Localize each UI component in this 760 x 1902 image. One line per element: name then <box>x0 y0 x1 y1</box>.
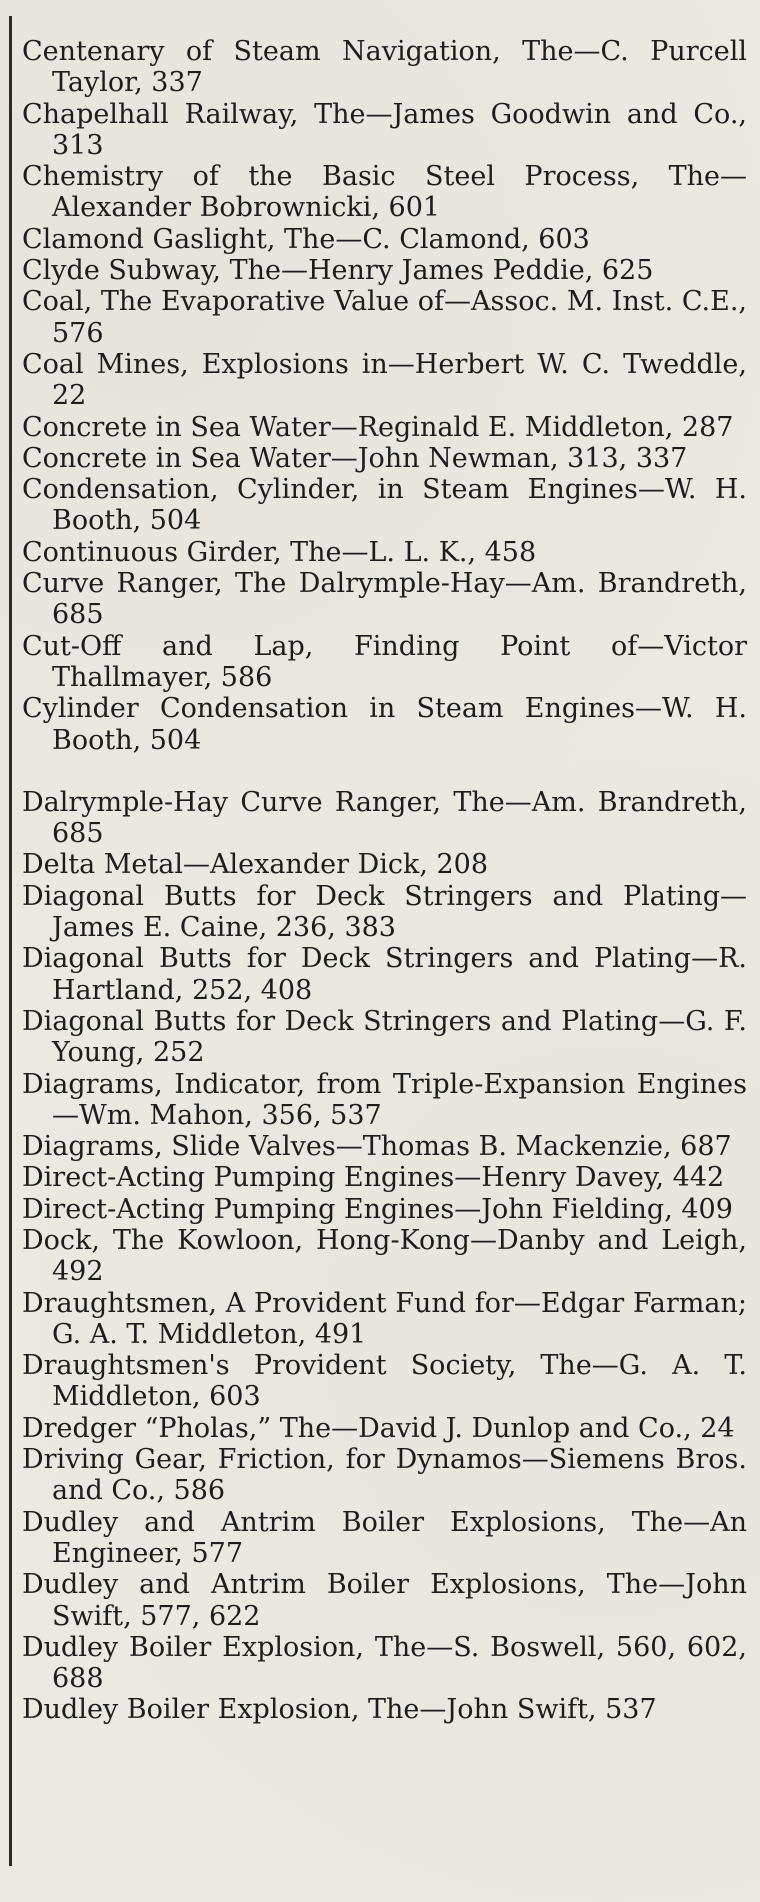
index-entry: Diagonal Butts for Deck Stringers and Plating—R. Hartland, 252, 408 <box>22 943 747 1006</box>
index-entry: Dudley and Antrim Boiler Explosions, The—John Swift, 577, 622 <box>22 1569 747 1632</box>
index-entry: Cylinder Condensation in Steam Engines—W. H. Booth, 504 <box>22 693 747 756</box>
index-entry: Dudley Boiler Explosion, The—John Swift, 537 <box>22 1694 657 1726</box>
index-entry: Direct-Acting Pumping Engines—John Fielding, 409 <box>22 1193 733 1225</box>
index-entry: Draughtsmen's Provident Society, The—G. A. T. Middleton, 603 <box>22 1350 747 1413</box>
index-entry: Dudley Boiler Explosion, The—S. Boswell, 560, 602, 688 <box>22 1631 747 1695</box>
index-entry: Chapelhall Railway, The—James Goodwin and Co., 313 <box>22 98 747 161</box>
index-entry: Driving Gear, Friction, for Dynamos—Siemens Bros. and Co., 586 <box>22 1444 747 1507</box>
index-entry: Chemistry of the Basic Steel Process, The—Alexander Bobrownicki, 601 <box>22 161 747 224</box>
index-entry: Delta Metal—Alexander Dick, 208 <box>22 849 489 881</box>
index-column <box>22 36 747 1726</box>
index-entry: Dredger “Pholas,” The—David J. Dunlop and Co., 24 <box>22 1412 735 1444</box>
index-entry: Coal Mines, Explosions in—Herbert W. C. Tweddle, 22 <box>22 348 747 412</box>
index-entry: Concrete in Sea Water—Reginald E. Middleton, 287 <box>22 411 734 443</box>
index-entry: Dalrymple-Hay Curve Ranger, The—Am. Brandreth, 685 <box>22 786 747 850</box>
index-entry: Dock, The Kowloon, Hong-Kong—Danby and Leigh, 492 <box>22 1224 747 1288</box>
index-entry: Cut-Off and Lap, Finding Point of—Victor Thallmayer, 586 <box>22 630 747 693</box>
index-entry: Concrete in Sea Water—John Newman, 313, 337 <box>22 442 688 474</box>
index-entry: Diagonal Butts for Deck Stringers and Plating—G. F. Young, 252 <box>22 1005 747 1069</box>
index-entry: Continuous Girder, The—L. L. K., 458 <box>22 536 537 568</box>
index-entry: Dudley and Antrim Boiler Explosions, The—An Engineer, 577 <box>22 1506 747 1569</box>
index-entry: Condensation, Cylinder, in Steam Engines—W. H. Booth, 504 <box>22 474 747 537</box>
index-entry: Draughtsmen, A Provident Fund for—Edgar Farman; G. A. T. Middleton, 491 <box>22 1287 747 1350</box>
index-entry: Centenary of Steam Navigation, The—C. Purcell Taylor, 337 <box>22 36 747 99</box>
index-entry: Clyde Subway, The—Henry James Peddie, 625 <box>22 255 654 287</box>
index-entry: Diagrams, Indicator, from Triple-Expansion Engines—Wm. Mahon, 356, 537 <box>22 1068 747 1131</box>
index-entry: Curve Ranger, The Dalrymple-Hay—Am. Brandreth, 685 <box>22 568 747 631</box>
index-entry: Diagonal Butts for Deck Stringers and Plating—James E. Caine, 236, 383 <box>22 880 747 944</box>
index-entry: Clamond Gaslight, The—C. Clamond, 603 <box>22 223 590 255</box>
index-entry: Coal, The Evaporative Value of—Assoc. M. Inst. C.E., 576 <box>22 286 747 349</box>
index-entry: Direct-Acting Pumping Engines—Henry Davey, 442 <box>22 1162 725 1194</box>
index-entry: Diagrams, Slide Valves—Thomas B. Mackenzie, 687 <box>22 1131 732 1163</box>
left-column-rule <box>9 16 12 1866</box>
